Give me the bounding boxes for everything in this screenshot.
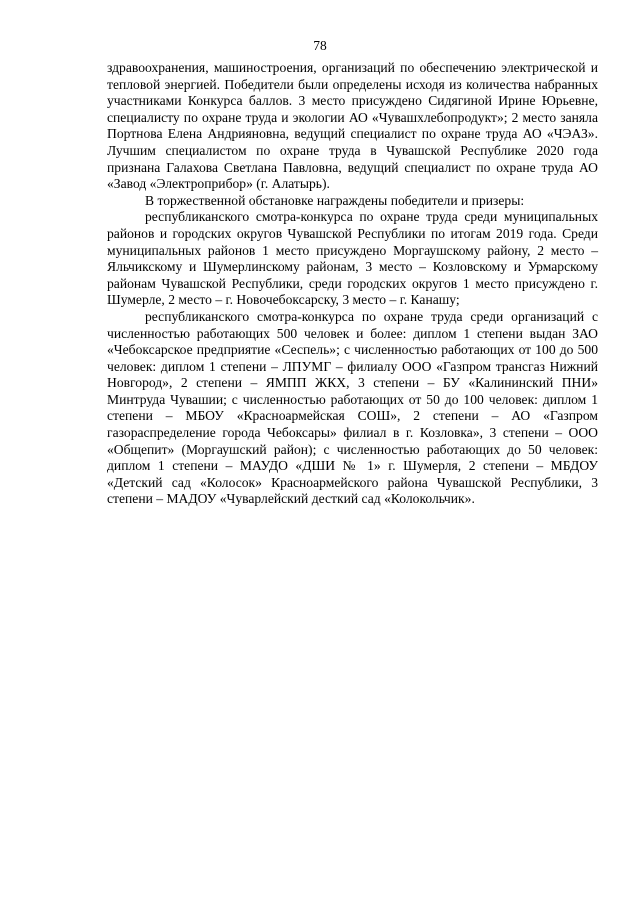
paragraph-organization-contest: республиканского смотра-конкурса по охране труда среди организаций с численностью работающих 500 человек и более: диплом 1 степени выдан ЗАО «Чебоксарское предприятие «Сеспель»; с численностью работающих от 100 до 500 человек: диплом 1 степени – ЛПУМГ – филиалу ООО «Газпром трансгаз Нижний Новгород», 2 степени – ЯМПП ЖКХ, 3 степени – БУ «Калининский ПНИ» Минтруда Чувашии; с численностью работающих от 50 до 100 человек: диплом 1 степени – МБОУ «Красноармейская СОШ», 2 степени – АО «Газпром газораспределение города Чебоксары» филиал в г. Козловка», 3 степени – ООО «Общепит» (Моргаушский район); с численностью работающих до 50 человек: диплом 1 степени – МАУДО «ДШИ № 1» г. Шумерля, 2 степени – МБДОУ «Детский сад «Колосок» Красноармейского района Чувашской Республики, 3 степени – МАДОУ «Чуварлейский десткий сад «Колокольчик». [107, 308, 598, 507]
body-text [107, 60, 598, 508]
paragraph-awards-intro: В торжественной обстановке награждены победители и призеры: [145, 192, 525, 208]
page-number: 78 [313, 38, 327, 53]
paragraph-municipal-contest: республиканского смотра-конкурса по охране труда среди муниципальных районов и городских округов Чувашской Республики по итогам 2019 года. Среди муниципальных районов 1 место присуждено Моргаушскому району, 2 место – Яльчикскому и Шумерлинскому районам, 3 место – Козловскому и Урмарскому районам Чувашской Республики, среди городских округов 1 место присуждено г. Шумерле, 2 место – г. Новочебоксарску, 3 место – г. Канашу; [107, 209, 598, 308]
paragraph-continuation: здравоохранения, машиностроения, организаций по обеспечению электрической и тепловой энергией. Победители были определены исходя из количества набранных участниками Конкурса баллов. 3 место присуждено Сидягиной Ирине Юрьевне, специалисту по охране труда и экологии АО «Чувашхлебопродукт»; 2 место заняла Портнова Елена Андрияновна, ведущий специалист по охране труда АО «ЧЭАЗ». Лучшим специалистом по охране труда в Чувашской Республике 2020 года признана Галахова Светлана Павловна, ведущий специалист по охране труда АО «Завод «Электроприбор» (г. Алатырь). [107, 60, 598, 192]
